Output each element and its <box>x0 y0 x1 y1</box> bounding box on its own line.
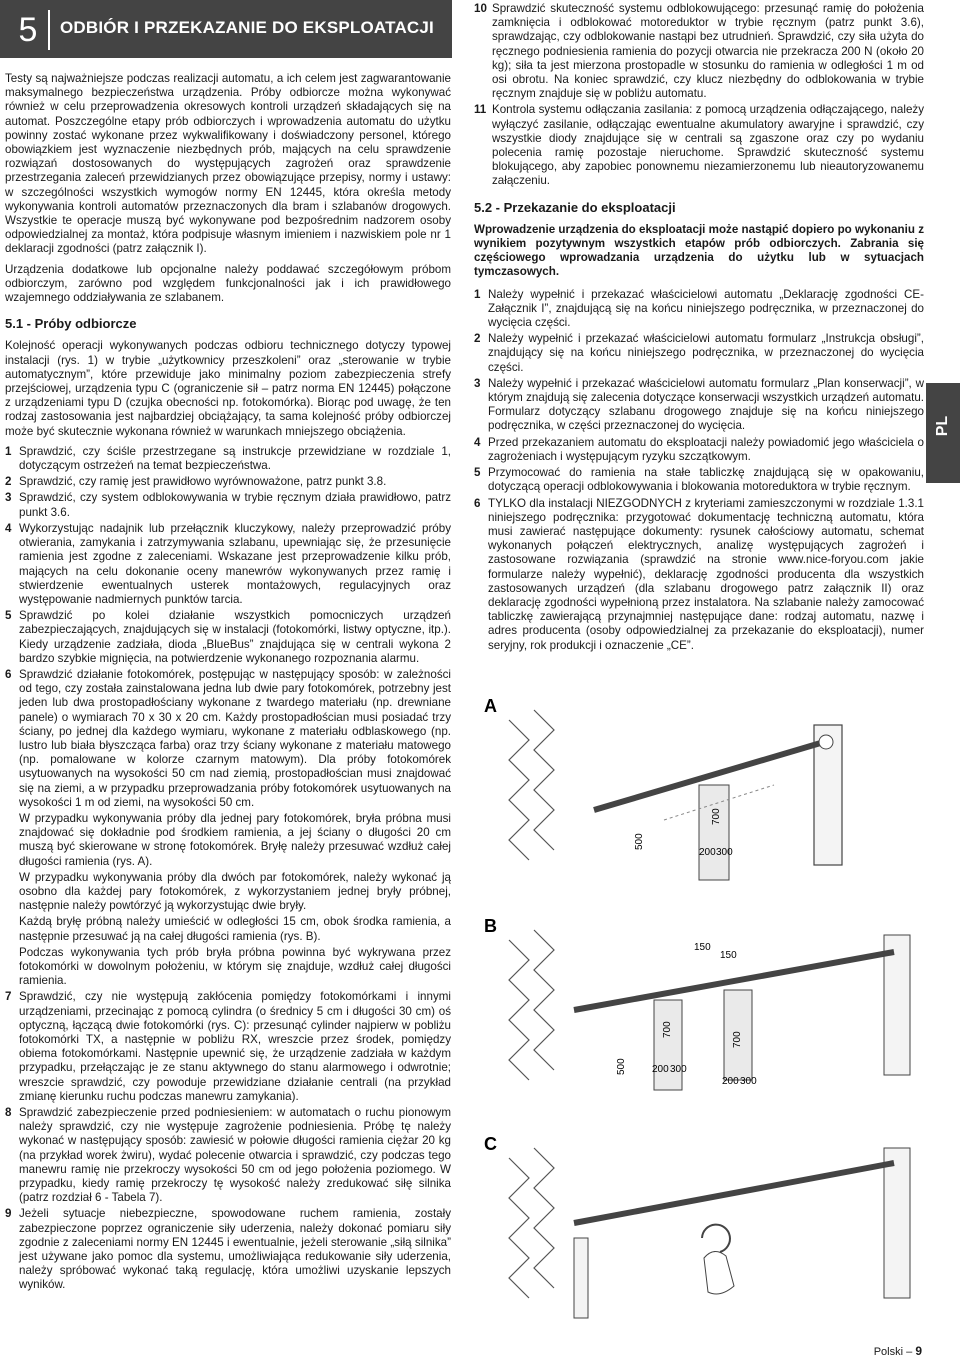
dim-label: 200 <box>699 847 716 858</box>
item-number: 6 <box>5 667 12 681</box>
figure-a-drawing <box>474 690 924 890</box>
test-item <box>5 668 451 988</box>
item-number: 9 <box>5 1207 12 1221</box>
dim-label: 700 <box>662 1021 673 1038</box>
chapter-banner <box>0 0 452 58</box>
dim-label: 300 <box>670 1064 687 1075</box>
test-item <box>474 2 924 101</box>
item-text: W przypadku wykonywania próby dla dwóch par fotokomórek, należy wykonać ją osobno dla każdej pary fotokomórek, z wykorzystaniem jednej bryły próbnej, następnie należy powtórzyć ją wykorzystując dwie bryły. <box>19 870 451 913</box>
figure-label: C <box>484 1134 497 1154</box>
right-column <box>474 2 924 655</box>
fence-shape <box>509 1158 529 1298</box>
test-box <box>654 1000 682 1090</box>
left-column <box>5 72 451 1295</box>
item-text: Należy wypełnić i przekazać właścicielowi automatu formularz „Instrukcja obsługi”, znajdujący się na końcu niniejszego podręcznika, w przeznaczonej do wycięcia części. <box>488 332 924 374</box>
test-item <box>5 990 451 1104</box>
item-text: Przed przekazaniem automatu do eksploatacji należy powiadomić jego właściciela o zagrożeniach i występującym ryzyku szczątkowym. <box>488 435 924 463</box>
item-text: Sprawdzić, czy ramię jest prawidłowo wyrównoważone, patrz punkt 3.8. <box>19 475 387 489</box>
item-text: W przypadku wykonywania próby dla jednej pary fotokomórek, bryła próbna musi znajdować się dokładnie pod środkiem ramienia, a jej ściany o długości 20 cm muszą być skierowane w stronę fotokomórek. Bryłę należy przesuwać wzdłuż całej długości ramienia (rys. A). <box>19 811 451 868</box>
item-number: 3 <box>5 491 12 505</box>
test-item <box>5 609 451 666</box>
fence-shape <box>534 710 554 850</box>
item-text: Sprawdzić działanie fotokomórek, postępując w następujący sposób: w zależności od tego, czy została zainstalowana jedna lub dwie pary fotokomórek, potrzebny jest jeden lub dwa prostopadłościany wykonane z twardego materiału (np. drewniane panele) o wymiarach 70 x 30 x 20 cm. Każdy prostopadłościan musi posiadać trzy ściany, po jednej dla każdego wymiaru, wykonane z materiału odblaskowego (np. lustro lub biała błyszcząca farba) oraz trzy ściany wykonane z materiału matowego (np. pomalowane w kolorze czarnym matowym). Dla próby fotokomórek usytuowanych na wysokości 50 cm nad ziemią, prostopadłościan musi znajdować się na ziemi, a w przypadku przeprowadzania próby fotokomórek usytuowanych na wysokości 1 m od ziemi, na wysokości 50 cm. <box>19 667 451 809</box>
fence-shape <box>534 1148 554 1288</box>
section-intro: Kolejność operacji wykonywanych podczas odbioru technicznego dotyczy typowej instalacji (rys. 1) w trybie „użytkownicy przeszkoleni” oraz „sterowanie w trybie automatycznym”, które przewiduje jako minimalny poziom zabezpieczenia strefy przejściowej, urządzenia typu C (ograniczenie sił – patrz norma EN 12445) połączone z urządzeniami typu D (czujka obecności np. fotokomórka). Biorąc pod uwagę, że ten rodzaj zastosowania jest najbardziej obciążający, ta sama kolejność próby odbiorczej może być skutecznie wykonana również w warunkach mniejszego obciążenia. <box>5 339 451 438</box>
photocell-post <box>574 1238 588 1318</box>
item-number: 1 <box>5 444 12 458</box>
section-lead: Wprowadzenie urządzenia do eksploatacji może nastąpić dopiero po wykonaniu z wynikiem pozytywnym wszystkich etapów prób odbiorczych. Zabrania się częściowego wprowadzania urządzenia do użytku lub w sytuacjach tymczasowych. <box>474 222 924 279</box>
dim-label: 150 <box>720 950 737 961</box>
barrier-arm <box>574 1163 894 1223</box>
item-text: Sprawdzić po kolei działanie wszystkich pomocniczych urządzeń zabezpieczających, znajdujących się w instalacji (fotokomórki, listwy optyczne, itp.). Kiedy urządzenie zadziała, dioda „BlueBus” znajdująca się w centrali wykona 2 bardzo szybkie mignięcia, na potwierdzenie wykonanego rozpoznania alarmu. <box>19 609 451 665</box>
handover-item <box>474 332 924 375</box>
pivot-icon <box>819 735 833 749</box>
figure-b-drawing <box>474 910 924 1120</box>
item-number: 5 <box>5 609 12 623</box>
section-title-5-2: 5.2 - Przekazanie do eksploatacji <box>474 199 676 215</box>
figure-label: B <box>484 916 497 936</box>
figure-label: A <box>484 696 497 716</box>
item-text: Sprawdzić, czy nie występują zakłócenia pomiędzy fotokomórkami i innymi urządzeniami, przecinając z pomocą cylindra (o średnicy 5 cm i długości 30 cm) oś optyczną, łączącą dwie fotokomórki (rys. C): przesunąć cylinder najpierw w pobliżu fotokomórki TX, a następnie w pobliżu RX, wreszcie przez środek, pomiędzy obiema fotokomórkami. Następnie upewnić się, że urządzenie zadziała w każdym przypadku, przełączając je ze stanu aktywnego do stanu alarmowego i odwrotnie; wreszcie sprawdzić, czy powoduje przewidziane działanie centrali (na przykład zmianę kierunku ruchu podczas manewru zamykania). <box>19 990 451 1103</box>
dim-label: 200 <box>652 1064 669 1075</box>
handover-item <box>474 466 924 494</box>
fence-shape <box>509 940 529 1080</box>
item-number: 10 <box>474 2 487 15</box>
dim-label: 300 <box>716 847 733 858</box>
item-number: 4 <box>5 521 12 535</box>
item-number: 7 <box>5 990 12 1004</box>
test-item <box>474 103 924 188</box>
chapter-number: 5 <box>8 10 50 50</box>
dim-label: 700 <box>711 808 722 825</box>
test-item <box>5 1106 451 1205</box>
item-number: 3 <box>474 376 481 390</box>
item-number: 1 <box>474 287 481 301</box>
dim-label: 500 <box>616 1058 627 1075</box>
test-box <box>699 785 729 880</box>
test-item <box>5 522 451 607</box>
item-text: Przymocować do ramienia na stałe tabliczkę znajdującą się w opakowaniu, dotyczącą operacji odblokowywania i blokowania motoreduktora w trybie ręcznym. <box>488 466 924 494</box>
item-text: Sprawdzić zabezpieczenie przed podniesieniem: w automatach o ruchu pionowym należy sprawdzić, czy nie występuje zagrożenie podniesienia. Próbę tę należy wykonać w następujący sposób: zawiesić w połowie długości ramienia ciężar 20 kg (na przykład worek żwiru), wydać polecenie otwarcia i sprawdzić, czy podczas tego manewru ramię nie przekroczy wysokości 50 cm od jego położenia poziomego. W przypadku, kiedy ramię przekroczy tę wysokość należy zredukować siłę silnika (patrz rozdział 6 - Tabela 7). <box>19 1106 451 1205</box>
item-number: 11 <box>474 103 487 117</box>
item-text: Sprawdzić, czy system odblokowywania w trybie ręcznym działa prawidłowo, patrz punkt 3.6. <box>19 491 451 519</box>
dim-label: 300 <box>740 1076 757 1087</box>
figure-c-drawing <box>474 1128 924 1338</box>
item-number: 2 <box>474 332 481 346</box>
figure-c <box>474 1128 924 1338</box>
rotation-arrow-icon <box>702 1225 730 1252</box>
chapter-title: ODBIÓR I PRZEKAZANIE DO EKSPLOATACJI <box>60 18 434 37</box>
test-item <box>5 445 451 473</box>
item-text: Należy wypełnić i przekazać właścicielowi automatu formularz „Plan konserwacji”, w którym znajdują się zalecenia dotyczące konserwacji wszystkich urządzeń automatu. Formularz dotyczący szlabanu drogowego znajduje się na końcu niniejszego podręcznika, w części przeznaczonej do wycięcia. <box>488 376 924 433</box>
footer-language: Polski – <box>873 1346 913 1358</box>
language-tab <box>926 383 960 483</box>
figure-a <box>474 690 924 890</box>
intro-paragraph: Urządzenia dodatkowe lub opcjonalne należy poddawać szczegółowym próbom odbiorczym, zarówno pod względem funkcjonalności jak i ich prawidłowego wzajemnego oddziaływania ze szlabanem. <box>5 262 451 305</box>
language-tab-label: PL <box>934 415 951 437</box>
item-text: Podczas wykonywania tych prób bryła próbna powinna być wykrywana przez fotokomórki w dowolnym położeniu, w którym się znajduje, wzdłuż całej długości ramienia. <box>19 945 451 988</box>
dim-label: 150 <box>694 942 711 953</box>
dim-label: 200 <box>722 1076 739 1087</box>
item-number: 6 <box>474 496 481 510</box>
item-number: 8 <box>5 1106 12 1120</box>
handover-item <box>474 377 924 434</box>
fence-shape <box>509 720 529 860</box>
item-text: Sprawdzić skuteczność systemu odblokowującego: przesunąć ramię do położenia zamknięcia i odblokować motoreduktor w trybie ręcznym (patrz punkt 3.6), sprawdzając, czy odblokowanie nastąpi bez utrudnień. Sprawdzić, czy siła użyta do ręcznego podniesienia ramienia do pozycji otwarcia nie przekracza 200 N (około 20 kg); siła ta jest mierzona prostopadle w stosunku do ramienia w odległości 1 m od osi obrotu. Na koniec sprawdzić, czy klucz niezbędny do odblokowania w trybie ręcznym znajduje się w pobliżu automatu. <box>492 2 924 101</box>
item-number: 5 <box>474 466 481 480</box>
item-number: 2 <box>5 475 12 489</box>
fence-shape <box>534 930 554 1070</box>
hand-with-cylinder-icon <box>704 1251 734 1294</box>
dim-label: 500 <box>634 833 645 850</box>
handover-item <box>474 497 924 653</box>
page-footer <box>874 1344 922 1358</box>
item-text: Wykorzystując nadajnik lub przełącznik kluczykowy, należy przeprowadzić próby otwierania, zamykania i zatrzymywania szlabanu, upewniając się, że przesunięcie ramienia jest zgodne z zaleceniami. Wskazane jest przeprowadzenie kilku prób, mających na celu dokonanie oceny manewrów wykonywanych przez ramię i stwierdzenie ewentualnych usterek montażowych, regulacyjnych oraz występowanie nadmiernych punktów tarcia. <box>19 521 451 606</box>
intro-paragraph: Testy są najważniejsze podczas realizacji automatu, a ich celem jest zagwarantowanie maksymalnego bezpieczeństwa urządzenia. Próby odbiorcze można wykonywać również w celu przeprowadzenia okresowych kontroli urządzeń składających się na automat. Poszczególne etapy prób odbiorczych i wprowadzenia automatu do użytku powinny zostać wykonane przez wykwalifikowany i doświadczony personel, którego obowiązkiem jest wyznaczenie niezbędnych prób, mających na celu sprawdzenie rozwiązań dostosowanych do występujących zagrożeń oraz sprawdzenie przestrzegania zaleceń przewidzianych przez obowiązujące przepisy, normy i ustawy: w szczególności wszystkich wymogów normy EN 12445, która określa metody wykonywania kontroli automatów przeznaczonych dla bram i szlabanów drogowych. Wszystkie te operacje muszą być wykonywane pod bezpośrednim nadzorem osoby odpowiedzialnej za montaż, która podpisuje własnym imieniem i nazwiskiem pole nr 1 deklaracji zgodności (patrz załącznik I). <box>5 72 451 256</box>
handover-item <box>474 288 924 331</box>
figure-b <box>474 910 924 1120</box>
handover-item <box>474 436 924 464</box>
page-number: 9 <box>915 1344 922 1358</box>
test-item <box>5 491 451 519</box>
item-number: 4 <box>474 435 481 449</box>
section-title-5-1: 5.1 - Próby odbiorcze <box>5 316 137 332</box>
dim-label: 700 <box>732 1031 743 1048</box>
test-item <box>5 1207 451 1292</box>
item-text: Każdą bryłę próbną należy umieścić w odległości 15 cm, obok środka ramienia, a następnie przesuwać ją na całej długości ramienia (rys. B). <box>19 915 451 943</box>
barrier-body <box>884 1148 910 1298</box>
item-text: Należy wypełnić i przekazać właścicielowi automatu „Deklarację zgodności CE- Załącznik I”, znajdującą się na końcu niniejszego podręcznika, w przeznaczonej do wycięcia części. <box>488 287 924 330</box>
test-item <box>5 475 451 489</box>
item-text: Sprawdzić, czy ściśle przestrzegane są instrukcje przewidziane w rozdziale 1, dotyczącym ostrzeżeń na temat bezpieczeństwa. <box>19 444 451 473</box>
item-text: TYLKO dla instalacji NIEZGODNYCH z kryteriami zamieszczonymi w rozdziale 1.3.1 niniejszego podręcznika: przygotować dokumentację techniczną automatu, która musi zawierać następujące dokumenty: rysunek całościowy automatu, schemat wykonanych połączeń elektrycznych, analizę występujących zagrożeń i zastosowane rozwiązania (sprawdzić na stronie www.nice-foryou.com jakie formularze należy wypełnić), deklarację zgodności producenta dla wszystkich zastosowanych urządzeń (dla szlabanu drogowego patrz załącznik II) oraz deklarację zgodności wypełnioną przez instalatora. Na szlabanie należy zamocować tabliczkę zawierającą przynajmniej następujące dane: rodzaj automatu, nazwę i adres producenta (osoby odpowiedzialnej za przekazanie do eksploatacji), numer seryjny, rok produkcji i oznaczenie „CE”. <box>488 496 924 652</box>
item-text: Kontrola systemu odłączania zasilania: z pomocą urządzenia odłączającego, należy wyłączyć zasilanie, odłączając ewentualne akumulatory awaryjne i sprawdzić, czy wszystkie diody znajdujące się w centrali są zgaszone oraz czy po wydaniu polecenia ramię pozostaje nieruchome. Sprawdzić skuteczność systemu blokującego, aby zapobiec ponownemu niezamierzonemu lub nieautoryzowanemu załączeniu. <box>492 103 924 188</box>
item-text: Jeżeli sytuacje niebezpieczne, spowodowane ruchem ramienia, zostały zabezpieczone poprzez ograniczenie siły uderzenia, należy dokonać pomiaru siły zgodnie z zaleceniami normy EN 12445 i ewentualnie, jeżeli sterowanie „siłą silnika” jest używane jako pomoc dla systemu, umożliwiająca redukowanie siły uderzenia, należy spróbować wykonać taką regulację, która umożliwi uzyskanie lepszych wyników. <box>19 1207 451 1292</box>
